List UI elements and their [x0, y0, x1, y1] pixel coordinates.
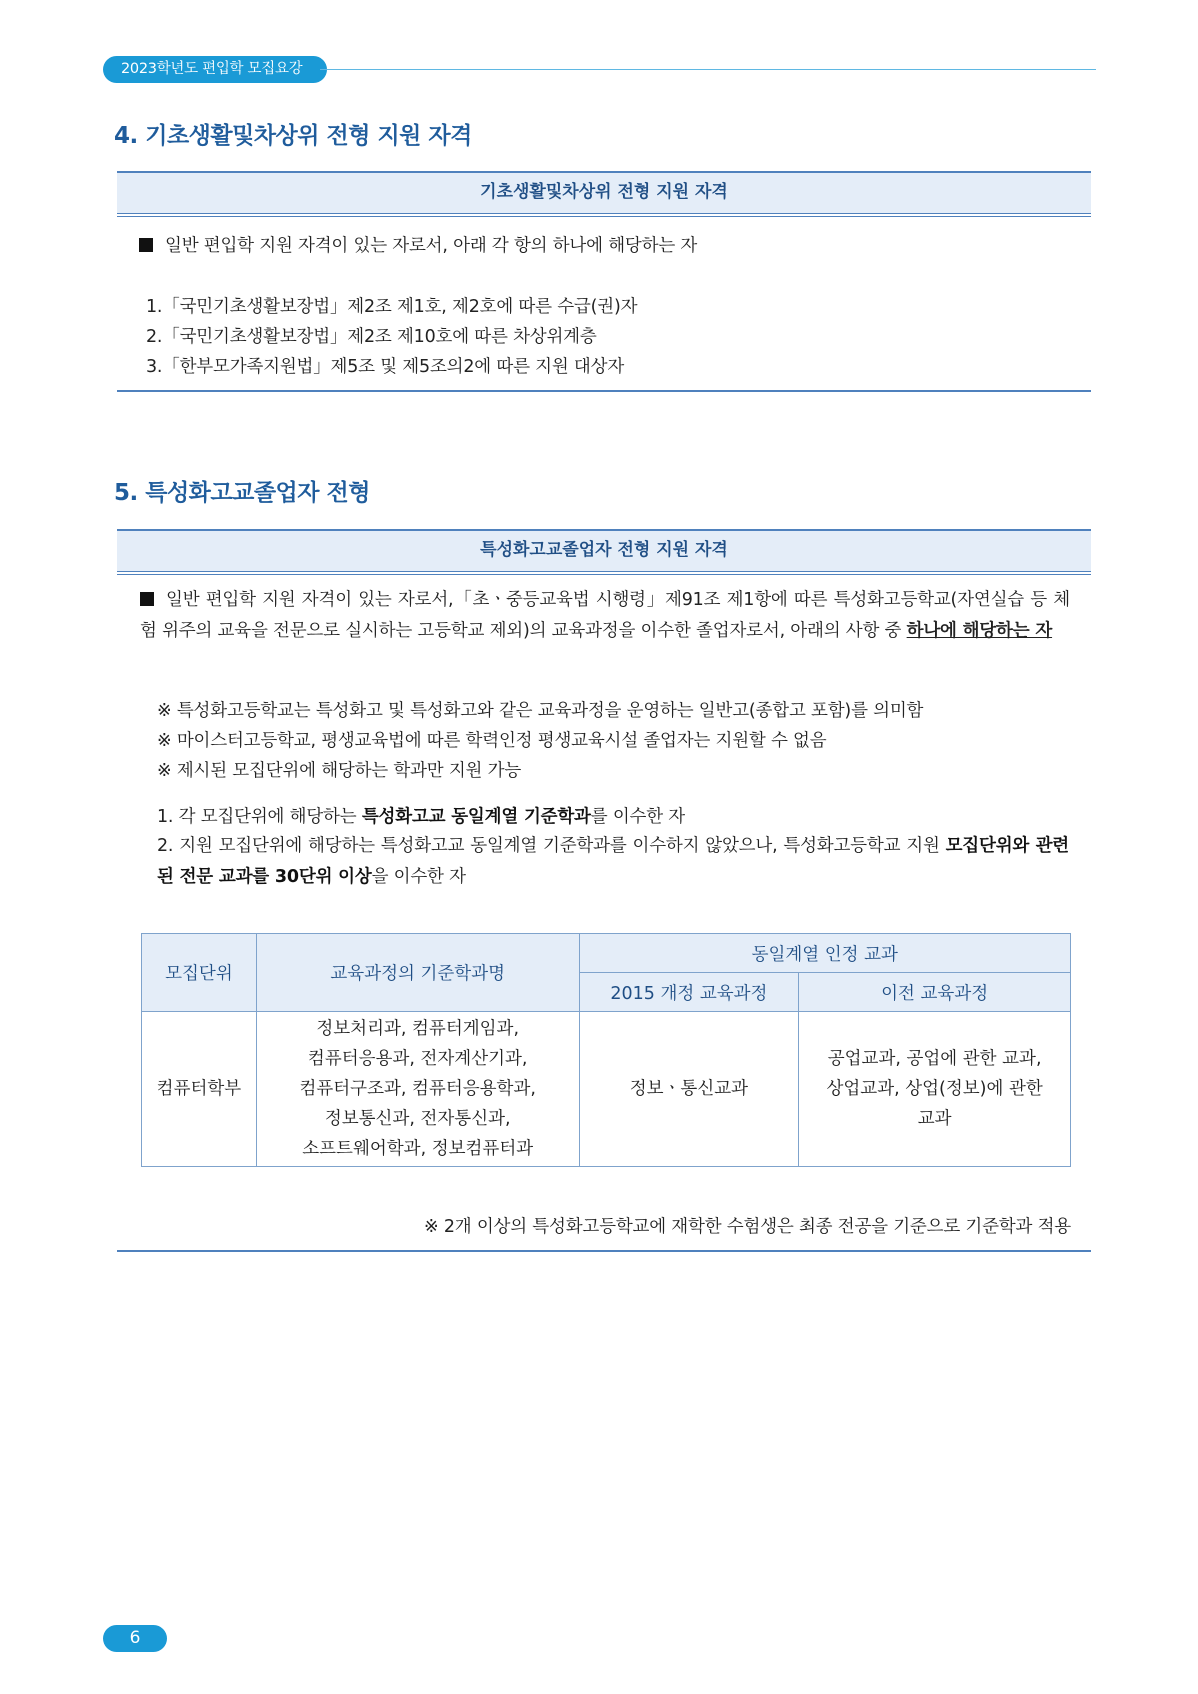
square-bullet-icon: [139, 238, 153, 252]
base-line: 정보통신과, 전자통신과,: [324, 1109, 511, 1129]
section5-note-2: ※ 마이스터고등학교, 평생교육법에 따른 학력인정 평생교육시설 졸업자는 지원할 수 없음: [157, 731, 827, 751]
prev-line: 상업교과, 상업(정보)에 관한: [826, 1079, 1043, 1099]
cell-unit: 컴퓨터학부: [142, 1012, 257, 1167]
section4-item-1: 1.「국민기초생활보장법」제2조 제1호, 제2호에 따른 수급(권)자: [146, 297, 638, 317]
page-number: 6: [103, 1625, 167, 1652]
base-line: 컴퓨터응용과, 전자계산기과,: [307, 1049, 528, 1069]
section4-bottom-rule: [117, 390, 1091, 392]
section5-intro: [140, 585, 1070, 647]
section4-title: 4. 기초생활및차상위 전형 지원 자격: [114, 123, 472, 149]
th-unit: 모집단위: [142, 934, 257, 1012]
item1-pre: 1. 각 모집단위에 해당하는: [157, 807, 362, 827]
th-base: 교육과정의 기준학과명: [256, 934, 579, 1012]
section4-item-3: 3.「한부모가족지원법」제5조 및 제5조의2에 따른 지원 대상자: [146, 357, 625, 377]
base-line: 컴퓨터구조과, 컴퓨터응용학과,: [299, 1079, 536, 1099]
square-bullet-icon: [140, 592, 154, 606]
item2-bold: 모집단위와 관련된 전문 교과를 30단위 이상: [157, 836, 1069, 887]
section5-intro-text: 일반 편입학 지원 자격이 있는 자로서,「초ㆍ중등교육법 시행령」제91조 제1항에 따른 특성화고등학교(자연실습 등 체험 위주의 교육을 전문으로 실시하는 고등학교 제외)의 교육과정을 이수한 졸업자로서, 아래의 사항 중: [140, 590, 1070, 641]
cell-rev2015: 정보ㆍ통신교과: [579, 1012, 799, 1167]
section5-footnote: ※ 2개 이상의 특성화고등학교에 재학한 수험생은 최종 전공을 기준으로 기준학과 적용: [424, 1217, 1071, 1237]
cell-base: [256, 1012, 579, 1167]
item1-bold: 특성화고교 동일계열 기준학과: [361, 807, 591, 827]
section4-intro: [139, 232, 697, 257]
item2-pre: 2. 지원 모집단위에 해당하는 특성화고교 동일계열 기준학과를 이수하지 않았으나, 특성화고등학교 지원: [157, 836, 946, 856]
item2-post: 을 이수한 자: [371, 867, 466, 887]
section4-intro-text: 일반 편입학 지원 자격이 있는 자로서, 아래 각 항의 하나에 해당하는 자: [165, 236, 698, 256]
base-line: 정보처리과, 컴퓨터게임과,: [316, 1019, 520, 1039]
section5-item-2: [157, 831, 1069, 893]
curriculum-table: [141, 933, 1071, 1167]
section5-box-title: 특성화고교졸업자 전형 지원 자격: [117, 529, 1091, 571]
section5-note-1: ※ 특성화고등학교는 특성화고 및 특성화고와 같은 교육과정을 운영하는 일반고(종합고 포함)를 의미함: [157, 701, 924, 721]
header-badge: 2023학년도 편입학 모집요강: [103, 56, 327, 83]
base-line: 소프트웨어학과, 정보컴퓨터과: [302, 1139, 534, 1159]
section4-item-2: 2.「국민기초생활보장법」제2조 제10호에 따른 차상위계층: [146, 327, 597, 347]
section5-title: 5. 특성화고교졸업자 전형: [114, 480, 370, 506]
th-prev: 이전 교육과정: [799, 973, 1071, 1012]
section5-item-1: [157, 803, 685, 828]
table-row: [142, 1012, 1071, 1167]
prev-line: 교과: [917, 1109, 952, 1129]
cell-prev: [799, 1012, 1071, 1167]
prev-line: 공업교과, 공업에 관한 교과,: [827, 1049, 1042, 1069]
th-rev2015: 2015 개정 교육과정: [579, 973, 799, 1012]
section5-bottom-rule: [117, 1250, 1091, 1252]
th-group: 동일계열 인정 교과: [579, 934, 1070, 973]
item1-post: 를 이수한 자: [590, 807, 686, 827]
section5-intro-underline: 하나에 해당하는 자: [906, 621, 1053, 641]
section4-box-title: 기초생활및차상위 전형 지원 자격: [117, 171, 1091, 213]
header-divider: [320, 69, 1096, 70]
section5-note-3: ※ 제시된 모집단위에 해당하는 학과만 지원 가능: [157, 761, 522, 781]
